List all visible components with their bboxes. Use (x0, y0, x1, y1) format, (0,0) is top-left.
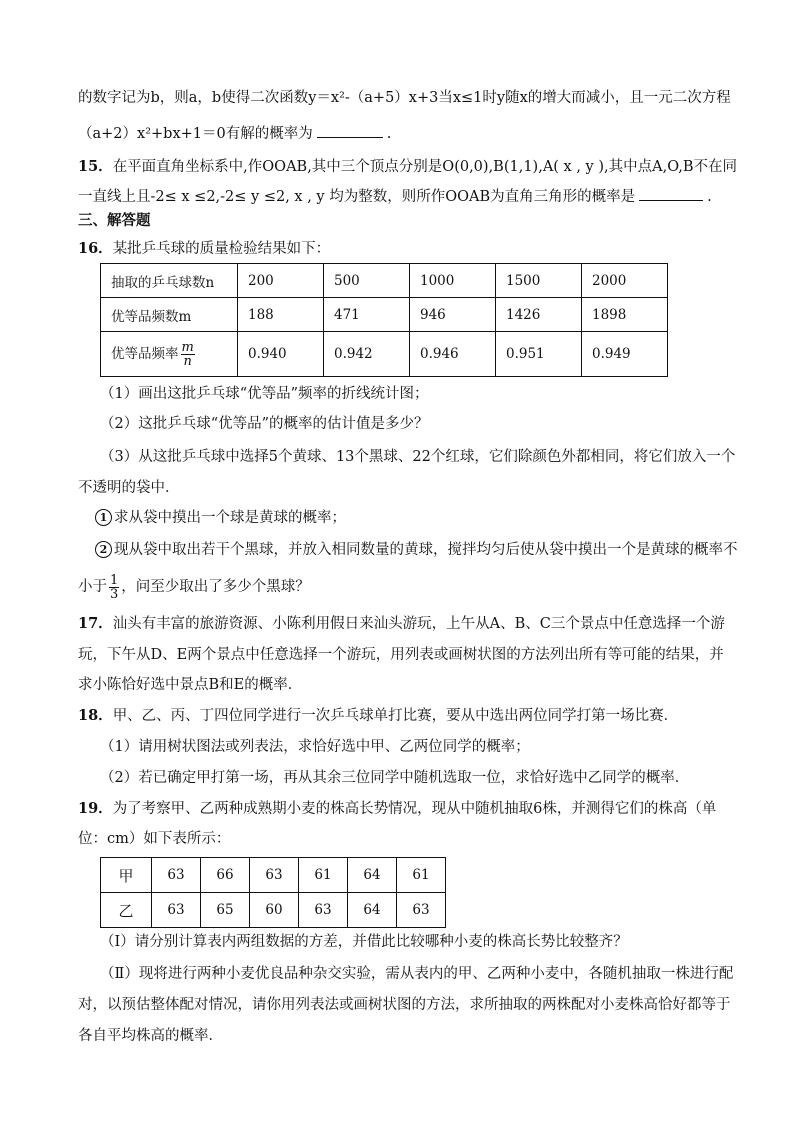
table-cell: 63 (152, 858, 201, 893)
table-cell: 1000 (410, 264, 496, 298)
answer-blank (317, 123, 383, 138)
q19-line1 (78, 799, 716, 819)
q16-sub2-text: 现从袋中取出若干个黑球，并放入相同数量的黄球，搅拌均匀后使从袋中摸出一个是黄球的概率不 (114, 542, 738, 558)
table-row (101, 332, 668, 377)
table-cell: 200 (238, 264, 324, 298)
q16-sub2-line1 (95, 540, 738, 560)
table-cell: 0.942 (324, 332, 410, 377)
table-cell: 2000 (582, 264, 668, 298)
q15-line1 (78, 157, 737, 177)
table-cell: 0.940 (238, 332, 324, 377)
q19-part2-line1: （Ⅱ）现将进行两种小麦优良品种杂交实验，需从表内的甲、乙两种小麦中，各随机抽取一株进行配 (100, 966, 734, 982)
q16-part3-line2: 不透明的袋中． (78, 480, 180, 496)
q16-sub2-line2 (78, 570, 310, 604)
table-cell: 1426 (496, 298, 582, 332)
row-header: 甲 (101, 858, 152, 893)
q16-part3-line1: （3）从这批乒乓球中选择5个黄球、13个黑球、22个红球，它们除颜色外都相同，将它们放入一个 (100, 449, 736, 465)
q18-part1: （1）请用树状图法或列表法，求恰好选中甲、乙两位同学的概率； (100, 739, 530, 755)
q15-line2 (78, 186, 712, 207)
row-header (101, 332, 238, 377)
q18-number: 18． (78, 707, 113, 724)
q15-line2-text: 一直线上且-2≤ x ≤2,-2≤ y ≤2, x , y 均为整数，则所作OOAB为直角三角形的概率是 (78, 189, 636, 205)
table-row (101, 893, 446, 928)
q18-line1-text: 甲、乙、丙、丁四位同学进行一次乒乓球单打比赛，要从中选出两位同学打第一场比赛． (112, 708, 679, 724)
row-header: 乙 (101, 893, 152, 928)
fraction (109, 574, 119, 601)
q16-sub1-text: 求从袋中摸出一个球是黄球的概率； (114, 510, 346, 526)
pingpong-table (100, 263, 668, 377)
q16-number: 16． (78, 240, 113, 257)
q17-line1 (78, 614, 725, 634)
q14-line2-text: （a+2）x²+bx+1＝0有解的概率为 (78, 126, 313, 142)
fraction (181, 341, 195, 368)
table-cell: 188 (238, 298, 324, 332)
q19-line2: 位：cm）如下表所示： (78, 831, 231, 847)
q14-line2-end: . (386, 126, 392, 142)
fraction-numerator: 1 (110, 572, 119, 588)
q19-line1-text: 为了考察甲、乙两种成熟期小麦的株高长势情况，现从中随机抽取6株，并测得它们的株高（单 (112, 801, 717, 817)
q16-sub2-post: ，问至少取出了多少个黑球？ (121, 579, 310, 595)
table-cell: 65 (201, 893, 250, 928)
q16-part1: （1）画出这批乒乓球“优等品”频率的折线统计图； (100, 386, 429, 402)
fraction-numerator: m (181, 339, 194, 355)
q17-line2: 玩，下午从D、E两个景点中任意选择一个游玩，用列表或画树状图的方法列出所有等可能的结果，并 (78, 647, 724, 663)
circled-number: 1 (95, 509, 112, 526)
q18-part2: （2）若已确定甲打第一场，再从其余三位同学中随机选取一位，求恰好选中乙同学的概率． (100, 770, 690, 786)
table-cell: 946 (410, 298, 496, 332)
table-cell: 0.949 (582, 332, 668, 377)
table-cell: 60 (250, 893, 299, 928)
q16-stem-text: 某批乒乓球的质量检验结果如下： (112, 241, 331, 257)
table-row (101, 298, 668, 332)
q16-sub2-pre: 小于 (78, 579, 107, 595)
table-cell: 63 (397, 893, 446, 928)
table-cell: 63 (152, 893, 201, 928)
table-row (101, 858, 446, 893)
table-cell: 66 (201, 858, 250, 893)
table-cell: 0.951 (496, 332, 582, 377)
table-cell: 471 (324, 298, 410, 332)
section-heading: 三、解答题 (78, 213, 151, 229)
q17-line3: 求小陈恰好选中景点B和E的概率． (78, 677, 303, 693)
table-cell: 61 (397, 858, 446, 893)
q15-line1-text: 在平面直角坐标系中,作OOAB,其中三个顶点分别是O(0,0),B(1,1),A( x , y ),其中点A,O,B不在同 (112, 159, 738, 175)
table-cell: 64 (348, 893, 397, 928)
row-header-text: 优等品频率 (111, 345, 179, 362)
fraction-denominator: n (183, 353, 192, 369)
q16-part2: （2）这批乒乓球“优等品”的概率的估计值是多少？ (100, 416, 429, 432)
table-cell: 63 (250, 858, 299, 893)
q14-line2 (78, 123, 391, 144)
q19-part1: （Ⅰ）请分别计算表内两组数据的方差，并借此比较哪种小麦的株高长势比较整齐？ (100, 934, 628, 950)
q15-number: 15． (78, 158, 113, 175)
row-header: 抽取的乒乓球数n (101, 264, 238, 298)
table-cell: 0.946 (410, 332, 496, 377)
q18-line1 (78, 706, 678, 726)
q19-number: 19． (78, 800, 113, 817)
table-cell: 61 (299, 858, 348, 893)
fraction-denominator: 3 (110, 586, 119, 602)
table-cell: 64 (348, 858, 397, 893)
table-cell: 500 (324, 264, 410, 298)
q16-stem (78, 239, 330, 259)
q17-line1-text: 汕头有丰富的旅游资源、小陈利用假日来汕头游玩，上午从A、B、C三个景点中任意选择一个游 (112, 616, 725, 632)
table-row (101, 264, 668, 298)
q16-sub1 (95, 508, 346, 528)
table-cell: 1898 (582, 298, 668, 332)
table-cell: 1500 (496, 264, 582, 298)
answer-blank (639, 186, 703, 201)
q14-line1: 的数字记为b，则a，b使得二次函数y＝x²-（a+5）x+3当x≤1时y随x的增大而减小，且一元二次方程 (78, 90, 731, 106)
wheat-height-table (100, 857, 446, 928)
q19-part2-line2: 对，以预估整体配对情况，请你用列表法或画树状图的方法，求所抽取的两株配对小麦株高恰好都等于 (78, 997, 731, 1013)
q15-line2-end: . (707, 189, 712, 205)
q19-part2-line3: 各自平均株高的概率． (78, 1028, 223, 1044)
row-header: 优等品频数m (101, 298, 238, 332)
q17-number: 17． (78, 615, 113, 632)
table-cell: 63 (299, 893, 348, 928)
circled-number: 2 (95, 541, 112, 558)
